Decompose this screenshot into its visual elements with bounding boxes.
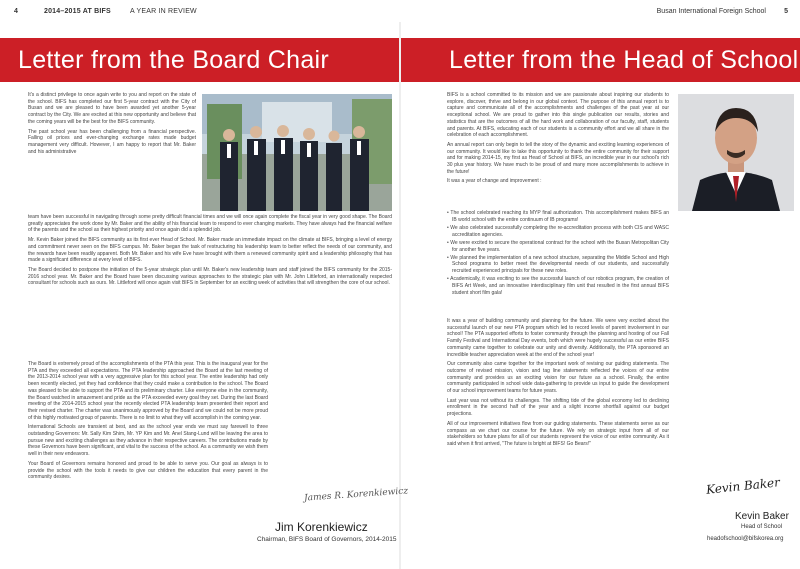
contact-email[interactable]: headofschool@bifskorea.org (707, 536, 784, 542)
board-group-photo (202, 94, 392, 211)
page-header (0, 0, 800, 22)
paragraph: Last year was not without its challenges. The shifting tide of the global economy led to declining enrollment in the second half of the year and a slight income shortfall against our budget projections. (447, 397, 669, 418)
head-of-school-name: Kevin Baker (735, 511, 789, 522)
review-label: A YEAR IN REVIEW (130, 8, 197, 15)
year-label: 2014–2015 AT BIFS (44, 8, 111, 15)
portrait-image (678, 94, 794, 211)
paragraph: team have been successful in navigating through some pretty difficult financial times and we will once again complete the fiscal year in very good shape. The Board greatly appreciates the work done by Mr. Baker and the ability of his financial team to respond to ever changing markets. They have always had the financial welfare of the parents and the school as their highest priority and once again did a splendid job. (28, 214, 392, 234)
paragraph: The Board is extremely proud of the accomplishments of the PTA this year. This is the inaugural year for the PTA and they exceeded all expectations. The PTA leadership approached the Board at the last meeting of the 2013-2014 school year with a very aggressive plan for this school year. The entire leadership had only been recently elected, yet they had confidence that they could make a contribution to the school. The Board was pleased to be able to support the PTA and its preliminary charter. Like everyone else in the community, the Board watched in amazement and pride as the PTA exceeded every goal they set. During the last Board meeting of the 2014-2015 school year the recently elected PTA leadership team presented their report and their revised charter. The charter was unanimously approved by the Board and we could not be more proud of this highly motivated group of parents. There is no limit to what they will accomplish in the coming year. (28, 361, 268, 421)
paragraph: Mr. Kevin Baker joined the BIFS community as its first ever Head of School. Mr. Baker made an immediate impact on the climate at BIFS, bringing a level of energy and commitment never seen on the BIFS campus. Mr. Baker began the task of restructuring his leadership team to better reflect the needs of our community, and the rewards have been readily apparent. Both Mr. Baker and his wife Eve have brought with them a renewed community spirit and a leadership philosophy that has made a significant difference at every level of BIFS. (28, 237, 392, 264)
list-item: • We were excited to secure the operational contract for the school with the Busan Metropolitan City for another five years. (447, 239, 669, 253)
paragraph: Our community also came together for the important work of revising our guiding statements. The outcome of revised mission, vision and tag line statements reflected the voices of our entire community and provides us an exciting vision for our future as a school. Finally, the entire community participated in school wide data-gathering to provide us input to guide the development of our school improvement teams for future years. (447, 361, 669, 395)
school-name: Busan International Foreign School (656, 8, 766, 15)
board-chair-body (28, 214, 392, 290)
paragraph: An annual report can only begin to tell the story of the dynamic and exciting learning experiences of our community. It would like to take this opportunity to thank the entire community for their support and for making 2014-15, my first as Head of School at BIFS, an incredible year in our school's rich 30 plus year history. We have much to be proud of and many more accomplishments to achieve in the future! (447, 141, 669, 175)
head-of-school-signature: Kevin Baker (705, 475, 781, 497)
board-chair-title: Letter from the Board Chair (0, 38, 399, 82)
list-item: • The school celebrated reaching its MYP final authorization. This accomplishment makes BIFS an IB world school with the entire continuum of IB programs! (447, 210, 669, 223)
paragraph: The past school year has been challenging from a financial perspective. Falling oil prices and ever-changing exchange rates made budget management very difficult. However, I am happy to report that Mr. Baker and his administrative (28, 128, 196, 155)
board-chair-intro (28, 92, 196, 158)
paragraph: BIFS is a school committed to its mission and we are passionate about inspiring our students to explore, discover, thrive and belong in our global context. The purpose of this annual report is to capture and communicate all of the accomplishments and challenges of the past year at our exceptional school. We are proud to gather into this single publication our results, stories and statistics that are the outcomes of all the hard work and collaboration of our faculty, staff, students and parents. At BIFS, educating each of our students is a community effort and we all share in the celebration of each accomplishment. (447, 92, 669, 139)
paragraph: It was a year of building community and planning for the future. We were very excited about the successful launch of our new PTA program which led to record levels of parent involvement in our school! The PTA supported efforts to foster community through the planning and hosting of our Fall Family Festival and International Day events, both which were hugely successful as our entire BIFS community came together to celebrate our unity and diversity. Additionally, the PTA sponsored an incredible teacher appreciation week at the end of the school year! (447, 318, 669, 358)
page-number-left: 4 (14, 8, 18, 15)
head-of-school-title: Letter from the Head of School (401, 38, 800, 82)
board-chair-name: Jim Korenkiewicz (275, 520, 368, 534)
head-of-school-closing (447, 318, 669, 451)
head-of-school-intro (447, 92, 669, 188)
list-item: • Academically, it was exciting to see the successful launch of our robotics program, the creation of BIFS Art Week, and an innovative interdisciplinary film unit that resulted in the first annual BIFS student short film gala! (447, 276, 669, 296)
paragraph: International Schools are transient at best, and as the school year ends we must say farewell to three outstanding Governors: Mr. Sally Kim Shim, Mr. YP Kim and Mr. Anel Stang-Lund will be leaving the area to pursue new and exciting challenges as they advance in their respective careers. The contributions made by these Governors have been significant, and vital to the success of the school. As a community we wish them well in their new endeavors. (28, 424, 268, 458)
achievements-list (447, 210, 669, 298)
paragraph: The Board decided to postpone the initiation of the 5-year strategic plan until Mr. Baker's new leadership team and staff joined the BIFS community for the 2015-2016 school year. Mr. Baker and the Board have been discussing various approaches to the strategic plan with Mr. John Littleford, an internationally respected consultant for schools such as ours. Mr. Littleford will once again visit BIFS in September for an exciting week of activities that will strengthen the core of our school. (28, 266, 392, 287)
page-number-right: 5 (784, 8, 788, 15)
paragraph: All of our improvement initiatives flow from our guiding statements. These statements serve as our compass as we chart our course for the future. We rely on strategic input from all of our stakeholders so future plans for all of our students represent the voice of our entire community. As it said when it first arrived, "The future is bright at BIFS! Go Bears!" (447, 420, 669, 447)
head-of-school-portrait (678, 94, 794, 211)
list-item: • We also celebrated successfully completing the re-accreditation process with both CIS and WASC accreditation agencies. (447, 224, 669, 238)
head-of-school-role: Head of School (741, 524, 783, 530)
board-chair-body-lower (28, 361, 268, 484)
paragraph: Your Board of Governors remains honored and proud to be able to serve you. Our goal as always is to provide the school with the tools it needs to give our children the education that every parent in the community desires. (28, 460, 268, 481)
paragraph: It's a distinct privilege to once again write to you and report on the state of the school. BIFS has completed our first 5-year contract with the City of Busan and we are pleased to have been awarded yet another 5-year contract by the City. We are excited at this new opportunity and believe that the coming years will be the best for the BIFS community. (28, 92, 196, 125)
group-photo-image (202, 94, 392, 211)
paragraph: It was a year of change and improvement : (447, 178, 542, 185)
board-chair-signature: James R. Korenkiewicz (303, 486, 409, 504)
list-item: • We planned the implementation of a new school structure, separating the Middle School and High School programs to better meet the developmental needs of our students, and successfully recruited experienced principals for these new roles. (447, 254, 669, 275)
board-chair-role: Chairman, BIFS Board of Governors, 2014-2015 (257, 536, 397, 543)
